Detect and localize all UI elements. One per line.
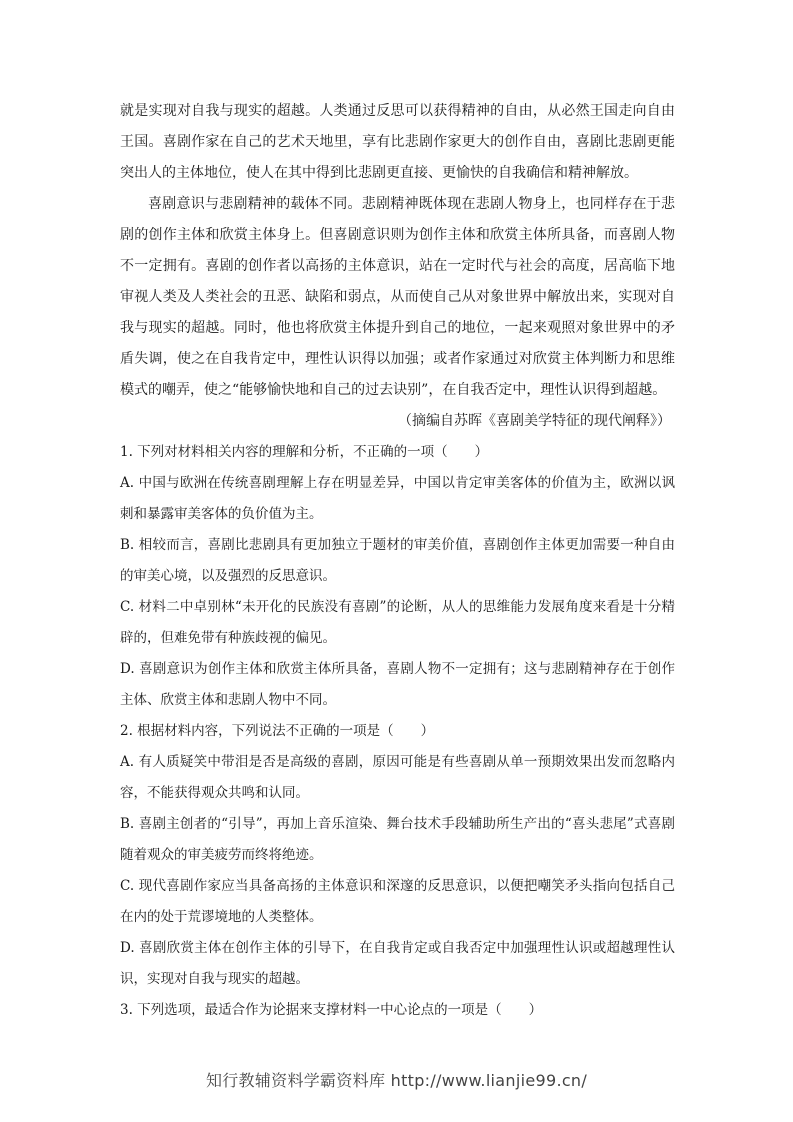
option-c: C. 材料二中卓别林“未开化的民族没有喜剧”的论断，从人的思维能力发展角度来看是十分精辟的，但难免带有种族歧视的偏见。 [120, 599, 675, 646]
option-d: D. 喜剧欣赏主体在创作主体的引导下，在自我肯定或自我否定中加强理性认识或超越理性认识，实现对自我与现实的超越。 [120, 940, 675, 987]
question-stem: 3. 下列选项，最适合作为论据来支撑材料一中心论点的一项是（ ） [120, 1002, 543, 1018]
option-a: A. 中国与欧洲在传统喜剧理解上存在明显差异，中国以肯定审美客体的价值为主，欧洲以讽刺和暴露审美客体的负价值为主。 [120, 475, 675, 522]
passage-paragraph-2: 喜剧意识与悲剧精神的载体不同。悲剧精神既体现在悲剧人物身上，也同样存在于悲剧的创作主体和欣赏主体身上。但喜剧意识则为创作主体和欣赏主体所具备，而喜剧人物不一定拥有。喜剧的创作者以高扬的主体意识，站在一定时代与社会的高度，居高临下地审视人类及人类社会的丑恶、缺陷和弱点，从而使自己从对象世界中解放出来，实现对自我与现实的超越。同时，他也将欣赏主体提升到自己的地位，一起来观照对象世界中的矛盾失调，使之在自我肯定中，理性认识得以加强；或者作家通过对欣赏主体判断力和思维模式的嘲弄，使之“能够愉快地和自己的过去诀别”，在自我否定中，理性认识得到超越。 [120, 196, 675, 398]
question-stem: 2. 根据材料内容，下列说法不正确的一项是（ ） [120, 723, 435, 739]
option-a: A. 有人质疑笑中带泪是否是高级的喜剧，原因可能是有些喜剧从单一预期效果出发而忽略内容，不能获得观众共鸣和认同。 [120, 754, 675, 801]
document-body [120, 96, 675, 1026]
option-c: C. 现代喜剧作家应当具备高扬的主体意识和深邃的反思意识，以便把嘲笑矛头指向包括自己在内的处于荒谬境地的人类整体。 [120, 878, 675, 925]
passage-source: （摘编自苏晖《喜剧美学特征的现代阐释》） [398, 413, 671, 429]
option-b: B. 喜剧主创者的“引导”，再加上音乐渲染、舞台技术手段辅助所生产出的“喜头悲尾”式喜剧随着观众的审美疲劳而终将绝迹。 [120, 816, 675, 863]
option-b: B. 相较而言，喜剧比悲剧具有更加独立于题材的审美价值，喜剧创作主体更加需要一种自由的审美心境，以及强烈的反思意识。 [120, 537, 675, 584]
question-stem: 1. 下列对材料相关内容的理解和分析，不正确的一项（ ） [120, 444, 489, 460]
footer-watermark: 知行教辅资料学霸资料库 http://www.lianjie99.cn/ [205, 1071, 588, 1090]
passage-paragraph-1: 就是实现对自我与现实的超越。人类通过反思可以获得精神的自由，从必然王国走向自由王国。喜剧作家在自己的艺术天地里，享有比悲剧作家更大的创作自由，喜剧比悲剧更能突出人的主体地位，使人在其中得到比悲剧更直接、更愉快的自我确信和精神解放。 [120, 103, 675, 181]
question-1 [120, 437, 675, 716]
option-d: D. 喜剧意识为创作主体和欣赏主体所具备，喜剧人物不一定拥有；这与悲剧精神存在于创作主体、欣赏主体和悲剧人物中不同。 [120, 661, 675, 708]
question-2 [120, 716, 675, 995]
question-3 [120, 995, 675, 1026]
